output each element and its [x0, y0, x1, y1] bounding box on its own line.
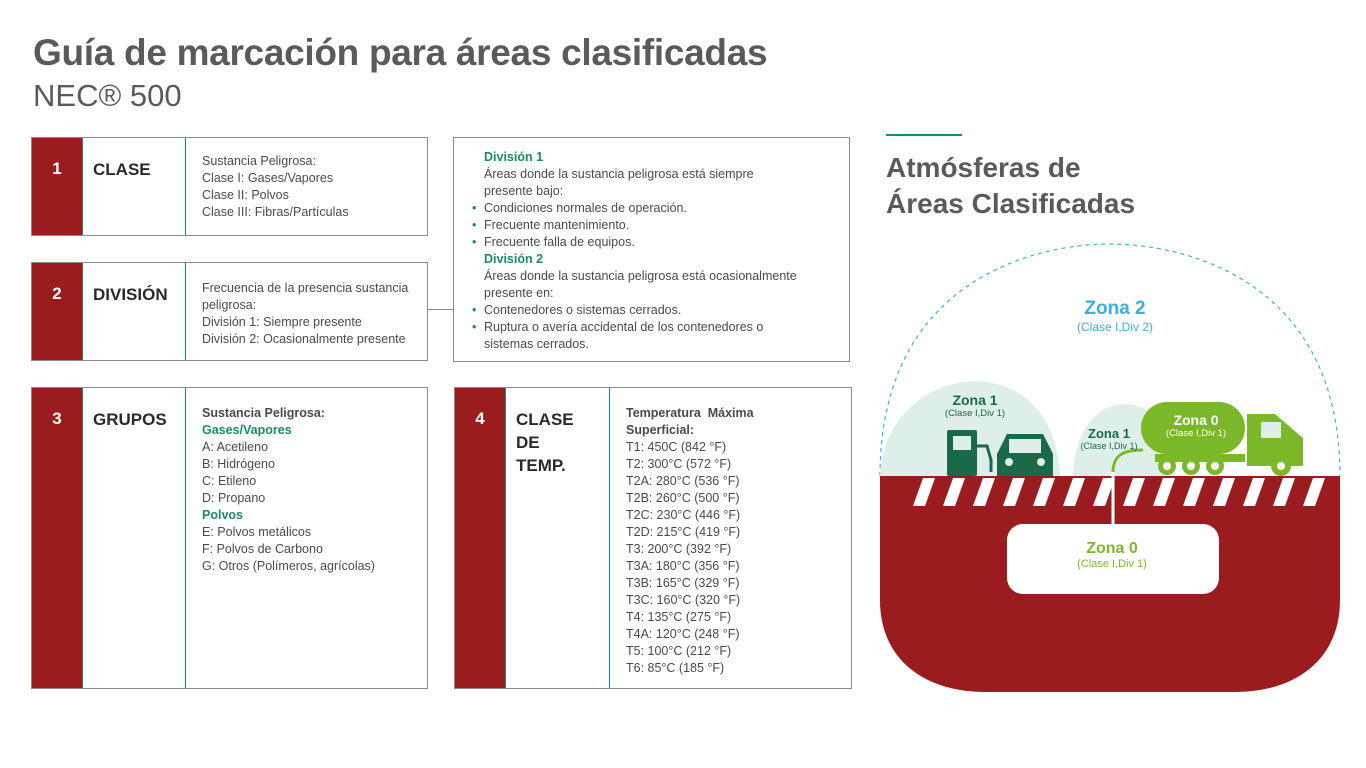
card-number: 1 [32, 138, 82, 235]
page-subtitle: NEC® 500 [33, 78, 182, 113]
card-label-line: DE [516, 433, 540, 452]
zone-title: Zona 1 [952, 392, 998, 408]
temp-row: T2D: 215°C (419 °F) [626, 525, 741, 539]
card-number: 2 [32, 263, 82, 360]
div2-text: Áreas donde la sustancia peligrosa está ocasionalmente [484, 269, 797, 283]
card-label: GRUPOS [82, 388, 186, 688]
connector-line [428, 309, 453, 310]
zone-title: Zona 0 [1173, 412, 1219, 428]
temp-row: T6: 85°C (185 °F) [626, 661, 725, 675]
temp-row: T4A: 120°C (248 °F) [626, 627, 740, 641]
card-line: peligrosa: [202, 298, 257, 312]
grupos-heading: Sustancia Peligrosa: [202, 406, 325, 420]
zona1-mid-label [1074, 426, 1144, 451]
div1-bullet: • Frecuente mantenimiento. [484, 217, 849, 234]
card-body [202, 153, 419, 221]
temp-row: T3: 200°C (392 °F) [626, 542, 732, 556]
group-item: E: Polvos metálicos [202, 525, 312, 539]
div2-bullet: • Contenedores o sistemas cerrados. [484, 302, 849, 319]
group-item: C: Etileno [202, 474, 257, 488]
temp-row: T3A: 180°C (356 °F) [626, 559, 740, 573]
div1-bullet: • Frecuente falla de equipos. [484, 234, 849, 251]
accent-rule [886, 134, 962, 136]
card-label-line: TEMP. [516, 456, 566, 475]
zone-title: Zona 1 [1088, 426, 1130, 441]
div2-bullet-cont: sistemas cerrados. [484, 337, 589, 351]
temp-row: T3B: 165°C (329 °F) [626, 576, 740, 590]
temp-row: T1: 450C (842 °F) [626, 440, 727, 454]
card-line: Clase I: Gases/Vapores [202, 171, 334, 185]
card-line: Sustancia Peligrosa: [202, 154, 316, 168]
card-temp [454, 387, 852, 689]
div1-text: presente bajo: [484, 184, 564, 198]
zona0-tank-label [1055, 540, 1169, 570]
page-title: Guía de marcación para áreas clasificadas [33, 32, 768, 73]
temp-row: T5: 100°C (212 °F) [626, 644, 732, 658]
div2-text: presente en: [484, 286, 554, 300]
group-item: G: Otros (Polímeros, agrícolas) [202, 559, 375, 573]
car-icon [997, 434, 1053, 476]
group-item: B: Hidrógeno [202, 457, 275, 471]
group-item: F: Polvos de Carbono [202, 542, 323, 556]
temp-row: T3C: 160°C (320 °F) [626, 593, 741, 607]
zones-diagram [875, 240, 1355, 700]
card-grupos [31, 387, 428, 689]
temp-row: T2C: 230°C (446 °F) [626, 508, 741, 522]
temp-row: T2: 300°C (572 °F) [626, 457, 732, 471]
div2-bullet: • Ruptura o avería accidental de los contenedores o [484, 319, 849, 336]
card-number: 3 [32, 388, 82, 688]
zona1-left-label [930, 392, 1020, 419]
card-body [626, 405, 843, 677]
division-detail-box [453, 137, 850, 362]
card-label: DIVISIÓN [82, 263, 186, 360]
card-line: División 1: Siempre presente [202, 315, 362, 329]
zone-title: Zona 0 [1086, 540, 1138, 557]
temp-row: T2B: 260°C (500 °F) [626, 491, 740, 505]
group-item: D: Propano [202, 491, 266, 505]
card-clase [31, 137, 428, 236]
card-body [202, 280, 419, 348]
temp-row: T2A: 280°C (536 °F) [626, 474, 740, 488]
temp-heading: Temperatura Máxima [626, 406, 754, 420]
temp-row: T4: 135°C (275 °F) [626, 610, 732, 624]
card-label-line: CLASE [516, 410, 574, 429]
zone-title: Zona 2 [1084, 298, 1146, 319]
card-line: Clase II: Polvos [202, 188, 289, 202]
atmospheres-title-line: Áreas Clasificadas [886, 188, 1136, 219]
zona2-label [1065, 298, 1165, 334]
zone-subtitle: (Clase I,Div 2) [1076, 320, 1153, 334]
atmospheres-title-line: Atmósferas de [886, 152, 1081, 183]
div1-text: Áreas donde la sustancia peligrosa está siempre [484, 167, 754, 181]
card-label [505, 388, 610, 688]
zone-subtitle: (Clase I,Div 1) [1165, 428, 1227, 439]
polvos-heading: Polvos [202, 508, 243, 522]
zone-subtitle: (Clase I,Div 1) [1080, 441, 1138, 451]
card-division [31, 262, 428, 361]
card-label: CLASE [82, 138, 186, 235]
div1-heading: División 1 [484, 150, 544, 164]
card-line: División 2: Ocasionalmente presente [202, 332, 406, 346]
zone-subtitle: (Clase I,Div 1) [1077, 558, 1147, 570]
zona0-truck-label [1155, 412, 1237, 439]
zone-subtitle: (Clase I,Div 1) [944, 408, 1006, 419]
temp-heading: Superficial: [626, 423, 695, 437]
group-item: A: Acetileno [202, 440, 269, 454]
div2-heading: División 2 [484, 252, 544, 266]
card-body [202, 405, 419, 575]
card-line: Frecuencia de la presencia sustancia [202, 281, 409, 295]
div1-bullet: • Condiciones normales de operación. [484, 200, 849, 217]
card-number: 4 [455, 388, 505, 688]
card-line: Clase III: Fibras/Partículas [202, 205, 349, 219]
gases-heading: Gases/Vapores [202, 423, 292, 437]
atmospheres-title [886, 150, 1135, 222]
